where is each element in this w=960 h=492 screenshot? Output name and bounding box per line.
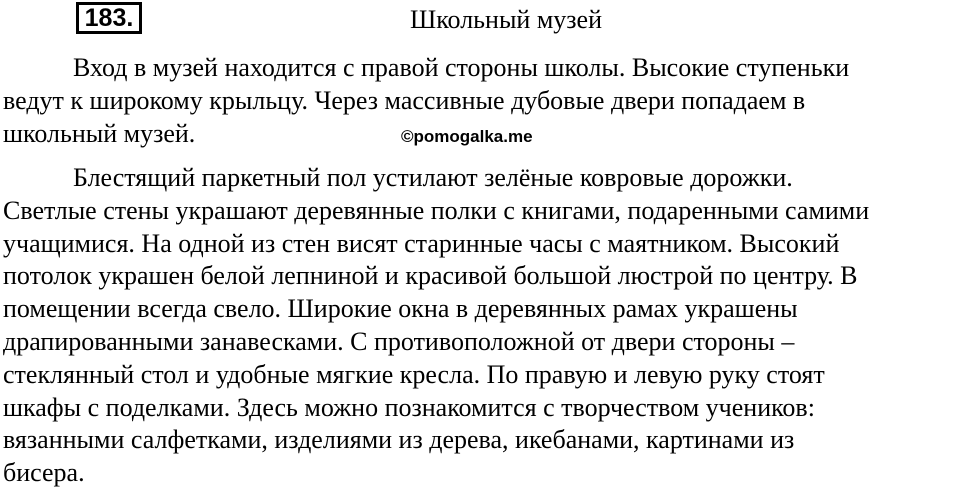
text-line: ведут к широкому крыльцу. Через массивные дубовые двери попадаем в xyxy=(3,85,806,115)
text-line: Блестящий паркетный пол устилают зелёные ковровые дорожки. xyxy=(73,163,793,192)
exercise-number-box xyxy=(76,2,142,34)
paragraph-2 xyxy=(3,162,869,490)
text-line: бисера. xyxy=(3,458,85,488)
text-line: Светлые стены украшают деревянные полки с книгами, подаренными самими xyxy=(3,195,870,225)
text-line: шкафы с поделками. Здесь можно познакомится с творчеством учеников: xyxy=(3,392,815,422)
text-line: вязанными салфетками, изделиями из дерева, икебанами, картинами из xyxy=(3,425,795,455)
text-line: драпированными занавесками. С противоположной от двери стороны – xyxy=(3,326,795,356)
text-line: школьный музей. xyxy=(3,118,196,148)
page-title: Школьный музей xyxy=(410,5,603,34)
watermark: ©pomogalka.me xyxy=(401,127,533,146)
text-line: помещении всегда свело. Широкие окна в деревянных рамах украшены xyxy=(3,294,798,324)
text-line: Вход в музей находится с правой стороны школы. Высокие ступеньки xyxy=(73,53,850,82)
text-line: стеклянный стол и удобные мягкие кресла. По правую и левую руку стоят xyxy=(3,359,825,389)
text-line: учащимися. На одной из стен висят старинные часы с маятником. Высокий xyxy=(3,228,840,258)
text-line: потолок украшен белой лепниной и красивой большой люстрой по центру. В xyxy=(3,261,858,291)
exercise-number: 183. xyxy=(84,4,134,32)
